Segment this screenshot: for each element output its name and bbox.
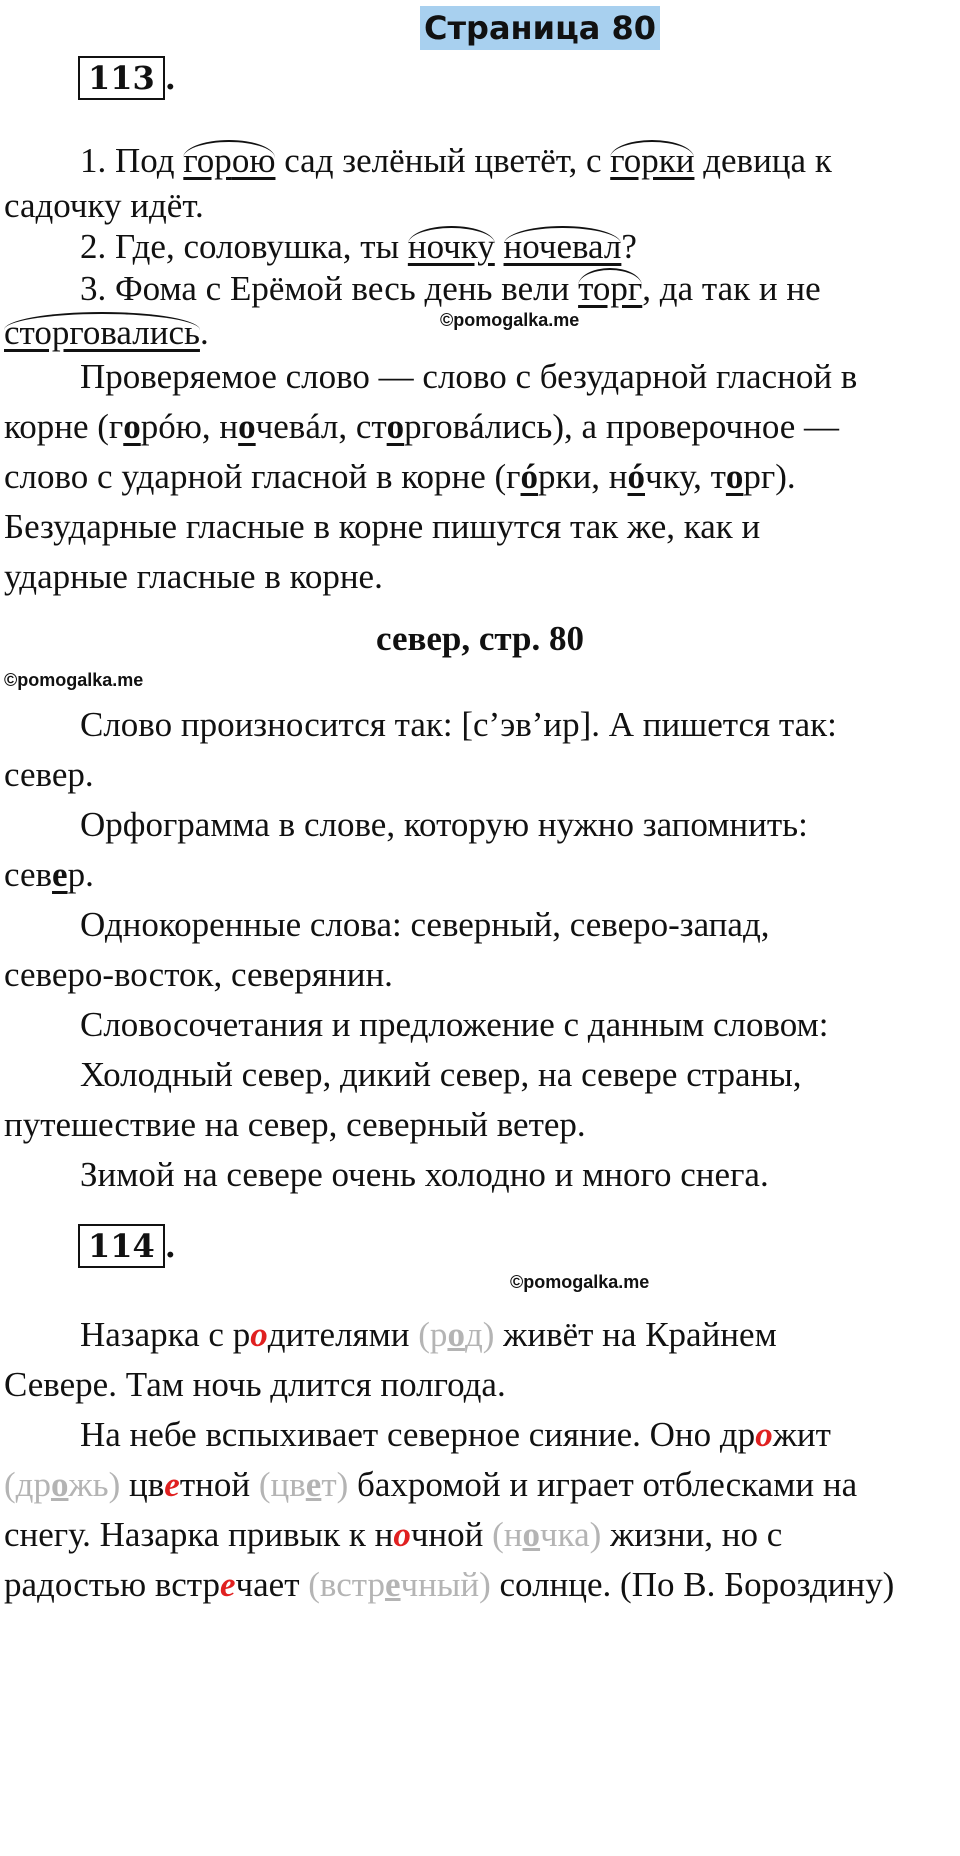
section-heading-sever: север, стр. 80 [375, 619, 585, 658]
task113-explanation: Проверяемое слово — слово с безударной гласной в корне (горóю, ночевáл, сторговáлись), а проверочное — слово с ударной гласной в корне (гóрки, нóчку, торг). Безударные гласные в корне пишутся так же, как и ударные гласные в корне. [4, 357, 858, 596]
task-number-dot: . [164, 59, 176, 97]
task114-body: Назарка с родителями (род) живёт на Крайнем Севере. Там ночь длится полгода. На небе вспыхивает северное сияние. Оно дрожит (дрожь) цветной (цвет) бахромой и играет отблесками на снегу. Назарка привык к ночной (ночка) жизни, но с радостью встречает (встречный) солнце. (По В. Бороздину) [4, 1315, 895, 1604]
task113-line-2: садочку идёт. [4, 186, 204, 225]
watermark: ©pomogalka.me [4, 670, 144, 690]
task-number-box: 114 [78, 1224, 165, 1268]
word-torg: торг [578, 264, 642, 314]
task113-line-4: 3. Фома с Ерёмой весь день вели торг, да так и не [4, 264, 960, 314]
watermark: ©pomogalka.me [510, 1272, 650, 1292]
task113-line-3: 2. Где, соловушка, ты ночку ночевал? [4, 222, 960, 272]
watermark: ©pomogalka.me [440, 310, 580, 330]
sever-body: Слово произносится так: [с’эв’ир]. А пишется так: север. Орфограмма в слове, которую нужно запомнить: север. Однокоренные слова: северный, северо-запад, северо-восток, северянин. Словосочетания и предложение с данным словом: Холодный север, дикий север, на севере страны, путешествие на север, северный ветер. Зимой на севере очень холодно и много снега. [4, 705, 837, 1194]
word-gorki: горки [610, 136, 694, 186]
word-gorou: горою [183, 136, 275, 186]
task113-line-1: 1. Под горою сад зелёный цветёт, с горки девица к [4, 136, 960, 186]
task-number-dot: . [164, 1227, 176, 1265]
word-nochku: ночку [408, 222, 495, 272]
word-storgovalis: сторговались [4, 308, 200, 358]
task-number-113 [78, 56, 176, 100]
task-number-box: 113 [78, 56, 165, 100]
word-nocheval: ночевал [504, 222, 622, 272]
page-title: Страница 80 [420, 6, 660, 50]
task113-line-5: сторговались. [4, 308, 954, 358]
task-number-114 [78, 1224, 176, 1268]
